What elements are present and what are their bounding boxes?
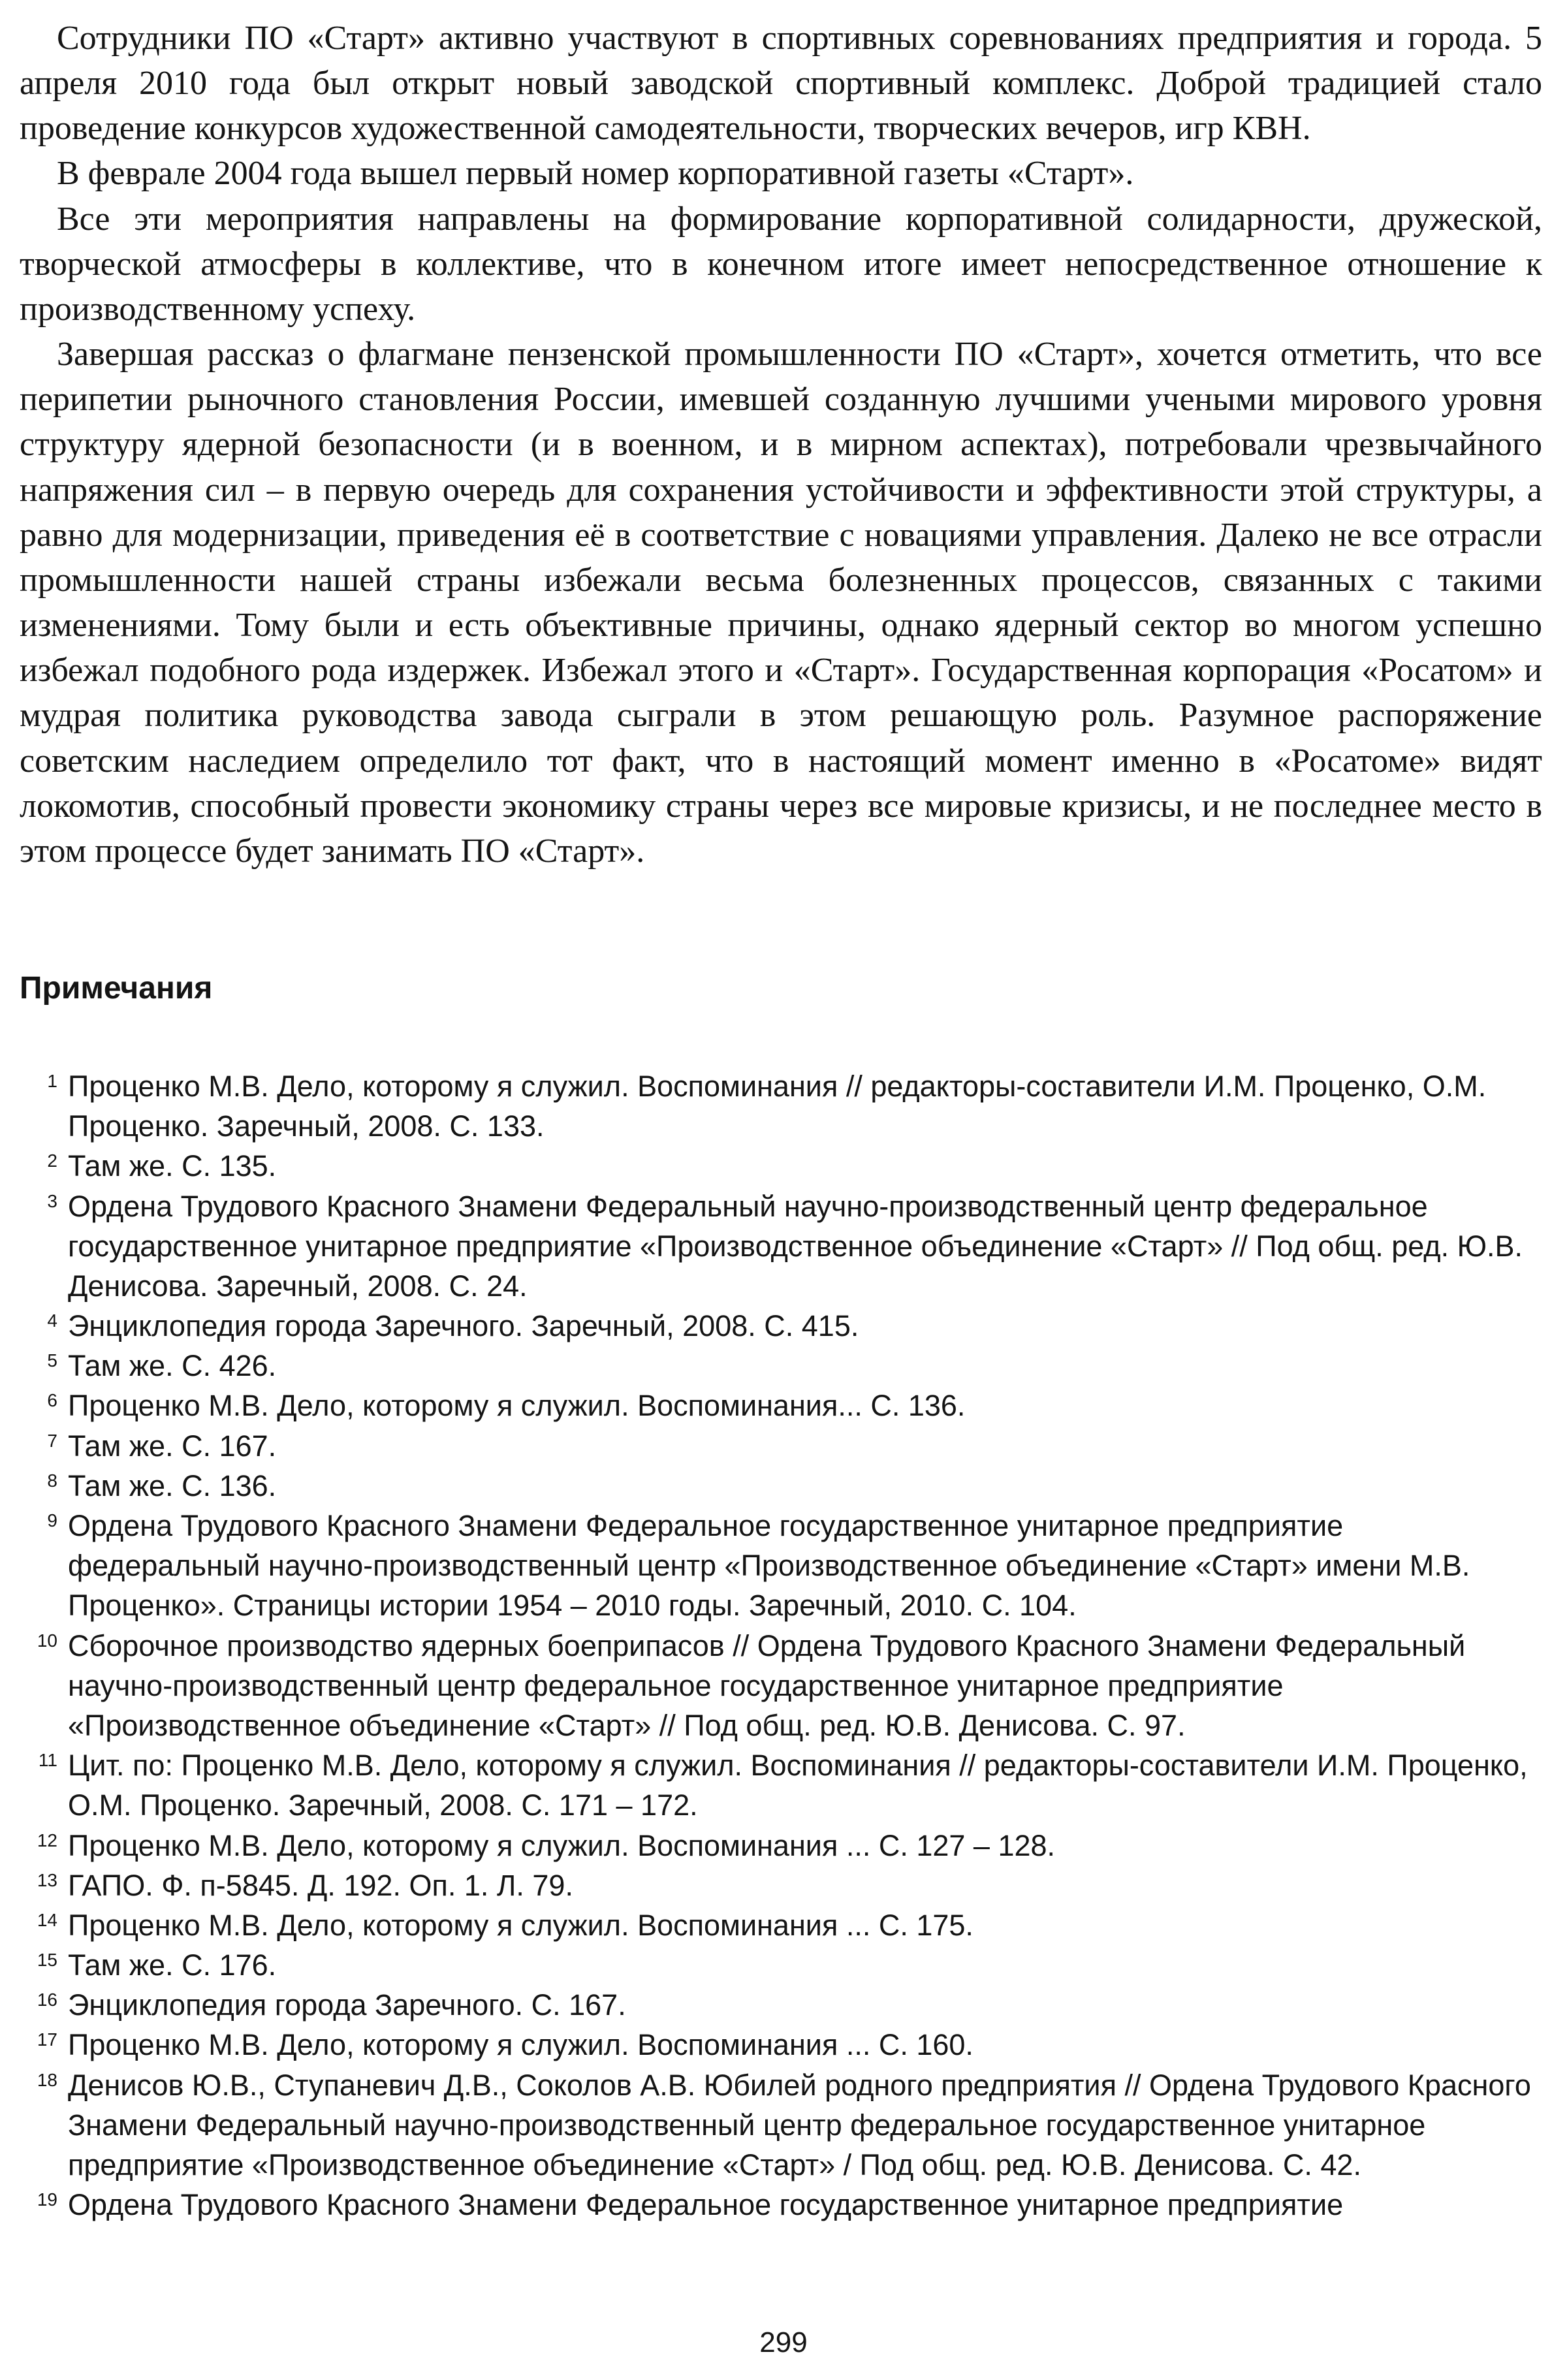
note-item: [20, 1306, 1542, 1346]
note-text: Ордена Трудового Красного Знамени Федеральный научно-производственный центр федеральное государственное унитарное предприятие «Производственное объединение «Старт» // Под общ. ред. Ю.В. Денисова. Заречный, 2008. С. 24.: [68, 1189, 1523, 1303]
note-number: 16: [37, 1990, 57, 2010]
note-item: [20, 1506, 1542, 1626]
note-item: [20, 1905, 1542, 1945]
note-item: [20, 2065, 1542, 2185]
page-number: 299: [759, 2326, 808, 2358]
note-number: 18: [37, 2069, 57, 2090]
note-number: 14: [37, 1909, 57, 1930]
note-number: 9: [47, 1510, 57, 1531]
note-number: 4: [47, 1310, 57, 1331]
note-item: [20, 1945, 1542, 1985]
note-text: Проценко М.В. Дело, которому я служил. Воспоминания ... С. 127 – 128.: [68, 1828, 1056, 1862]
note-number: 11: [38, 1750, 57, 1771]
note-text: Сборочное производство ядерных боеприпасов // Ордена Трудового Красного Знамени Федеральный научно-производственный центр федеральное государственное унитарное предприятие «Производственное объединение «Старт» // Под общ. ред. Ю.В. Денисова. С. 97.: [68, 1628, 1466, 1742]
note-number: 1: [47, 1070, 57, 1091]
paragraph: Все эти мероприятия направлены на формирование корпоративной солидарности, дружеской, творческой атмосферы в коллективе, что в конечном итоге имеет непосредственное отношение к производственному успеху.: [20, 200, 1542, 328]
paragraph: В феврале 2004 года вышел первый номер корпоративной газеты «Старт».: [57, 155, 1134, 193]
note-number: 7: [47, 1430, 57, 1451]
note-item: [20, 2185, 1542, 2225]
note-item: [20, 1865, 1542, 1905]
note-text: Там же. С. 136.: [68, 1468, 277, 1502]
note-item: [20, 1826, 1542, 1865]
note-item: [20, 1346, 1542, 1386]
note-number: 12: [37, 1830, 57, 1850]
notes-list: [20, 1066, 1542, 2225]
note-text: Проценко М.В. Дело, которому я служил. Воспоминания... С. 136.: [68, 1389, 966, 1423]
note-text: Проценко М.В. Дело, которому я служил. Воспоминания ... С. 175.: [68, 1908, 973, 1942]
note-number: 19: [37, 2189, 57, 2210]
note-item: [20, 2025, 1542, 2065]
paragraph: Завершая рассказ о флагмане пензенской промышленности ПО «Старт», хочется отметить, что все перипетии рыночного становления России, имевшей созданную лучшими учеными мирового уровня структуру ядерной безопасности (и в военном, и в мирном аспектах), потребовали чрезвычайного напряжения сил – в первую очередь для сохранения устойчивости и эффективности этой структуры, а равно для модернизации, приведения её в соответствие с новациями управления. Далеко не все отрасли промышленности нашей страны избежали весьма болезненных процессов, связанных с такими изменениями. Тому были и есть объективные причины, однако ядерный сектор во многом успешно избежал подобного рода издержек. Избежал этого и «Старт». Государственная корпорация «Росатом» и мудрая политика руководства завода сыграли в этом решающую роль. Разумное распоряжение советским наследием определило тот факт, что в настоящий момент именно в «Росатоме» видят локомотив, способный провести экономику страны через все мировые кризисы, и не последнее место в этом процессе будет занимать ПО «Старт».: [20, 336, 1542, 870]
note-number: 3: [47, 1190, 57, 1211]
note-number: 10: [37, 1630, 57, 1651]
note-number: 8: [47, 1470, 57, 1491]
note-item: [20, 1186, 1542, 1307]
note-number: 13: [37, 1869, 57, 1890]
note-item: [20, 1626, 1542, 1746]
note-number: 2: [47, 1150, 57, 1171]
note-text: Проценко М.В. Дело, которому я служил. Воспоминания ... С. 160.: [68, 2028, 973, 2062]
note-item: [20, 1745, 1542, 1825]
note-number: 5: [47, 1350, 57, 1371]
notes-heading: Примечания: [20, 970, 213, 1006]
note-text: Энциклопедия города Заречного. Заречный, 2008. С. 415.: [68, 1309, 859, 1343]
note-text: Ордена Трудового Красного Знамени Федеральное государственное унитарное предприятие федеральный научно-производственный центр «Производственное объединение «Старт» имени М.В. Проценко». Страницы истории 1954 – 2010 годы. Заречный, 2010. С. 104.: [68, 1509, 1470, 1623]
note-text: Цит. по: Проценко М.В. Дело, которому я служил. Воспоминания // редакторы-составители И.М. Проценко, О.М. Проценко. Заречный, 2008. С. 171 – 172.: [68, 1749, 1528, 1822]
body-text: [20, 16, 1542, 874]
note-number: 6: [47, 1390, 57, 1411]
note-text: Там же. С. 176.: [68, 1948, 277, 1982]
note-item: [20, 1426, 1542, 1466]
note-item: [20, 1466, 1542, 1506]
paragraph: Сотрудники ПО «Старт» активно участвуют в спортивных соревнованиях предприятия и города. 5 апреля 2010 года был открыт новый заводской спортивный комплекс. Доброй традицией стало проведение конкурсов художественной самодеятельности, творческих вечеров, игр КВН.: [20, 20, 1542, 148]
note-item: [20, 1985, 1542, 2025]
note-number: 15: [37, 1950, 57, 1971]
note-item: [20, 1386, 1542, 1425]
note-text: Денисов Ю.В., Ступаневич Д.В., Соколов А.В. Юбилей родного предприятия // Ордена Трудового Красного Знамени Федеральный научно-производственный центр федеральное государственное унитарное предприятие «Производственное объединение «Старт» / Под общ. ред. Ю.В. Денисова. С. 42.: [68, 2068, 1531, 2182]
note-item: [20, 1066, 1542, 1146]
note-text: Ордена Трудового Красного Знамени Федеральное государственное унитарное предприятие: [68, 2188, 1344, 2222]
note-text: ГАПО. Ф. п-5845. Д. 192. Оп. 1. Л. 79.: [68, 1868, 573, 1902]
note-text: Энциклопедия города Заречного. С. 167.: [68, 1988, 626, 2022]
note-text: Там же. С. 135.: [68, 1149, 277, 1183]
note-text: Проценко М.В. Дело, которому я служил. Воспоминания // редакторы-составители И.М. Проценко, О.М. Проценко. Заречный, 2008. С. 133.: [68, 1069, 1487, 1143]
note-text: Там же. С. 426.: [68, 1349, 277, 1383]
note-number: 17: [37, 2029, 57, 2050]
note-item: [20, 1146, 1542, 1186]
note-text: Там же. С. 167.: [68, 1429, 277, 1463]
